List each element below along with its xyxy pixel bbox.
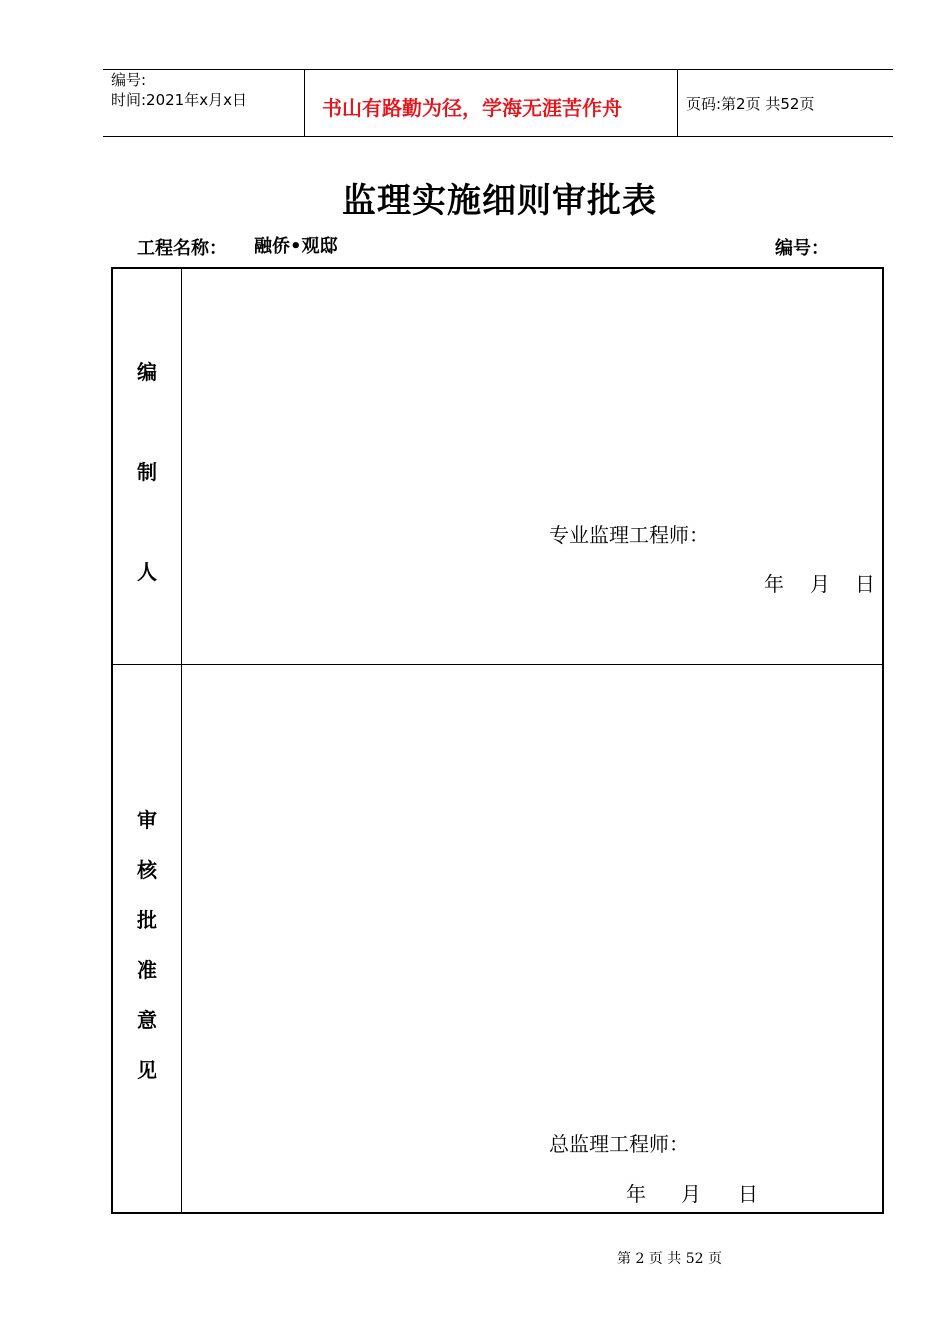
section1-char-1: 编 xyxy=(137,360,157,384)
section2-char-1: 审 xyxy=(137,808,157,832)
header-divider-right xyxy=(677,69,678,136)
section1-date-day: 日 xyxy=(855,572,875,596)
doc-number-label: 编号： xyxy=(775,238,829,259)
section2-signature-label: 总监理工程师： xyxy=(549,1132,689,1156)
table-column-divider xyxy=(181,267,182,1214)
header-number-label: 编号: xyxy=(111,71,147,89)
section1-date-year: 年 xyxy=(764,572,784,596)
project-label: 工程名称： xyxy=(137,238,227,259)
table-row-divider xyxy=(111,664,884,665)
section2-char-3: 批 xyxy=(137,908,157,932)
header-divider-left xyxy=(304,69,305,136)
section2-date-year: 年 xyxy=(626,1182,646,1206)
section1-date-month: 月 xyxy=(810,572,830,596)
approval-table xyxy=(111,267,884,1214)
section1-signature-label: 专业监理工程师： xyxy=(549,523,709,547)
header-motto: 书山有路勤为径，学海无涯苦作舟 xyxy=(322,96,622,120)
section2-date-month: 月 xyxy=(681,1182,701,1206)
header-time-label: 时间:2021年x月x日 xyxy=(111,91,247,109)
section2-char-6: 见 xyxy=(137,1058,157,1082)
section2-char-5: 意 xyxy=(137,1008,157,1032)
header-top-rule xyxy=(103,69,893,70)
section2-date-day: 日 xyxy=(738,1182,758,1206)
section1-char-3: 人 xyxy=(137,560,157,584)
section2-char-2: 核 xyxy=(137,858,157,882)
header-page-info: 页码:第2页 共52页 xyxy=(686,95,815,113)
footer-page-number: 第 2 页 共 52 页 xyxy=(617,1251,722,1267)
page-title: 监理实施细则审批表 xyxy=(342,181,657,221)
header-bottom-rule xyxy=(103,136,893,137)
section2-char-4: 准 xyxy=(137,958,157,982)
project-name: 融侨•观邸 xyxy=(254,236,338,257)
section1-char-2: 制 xyxy=(137,460,157,484)
